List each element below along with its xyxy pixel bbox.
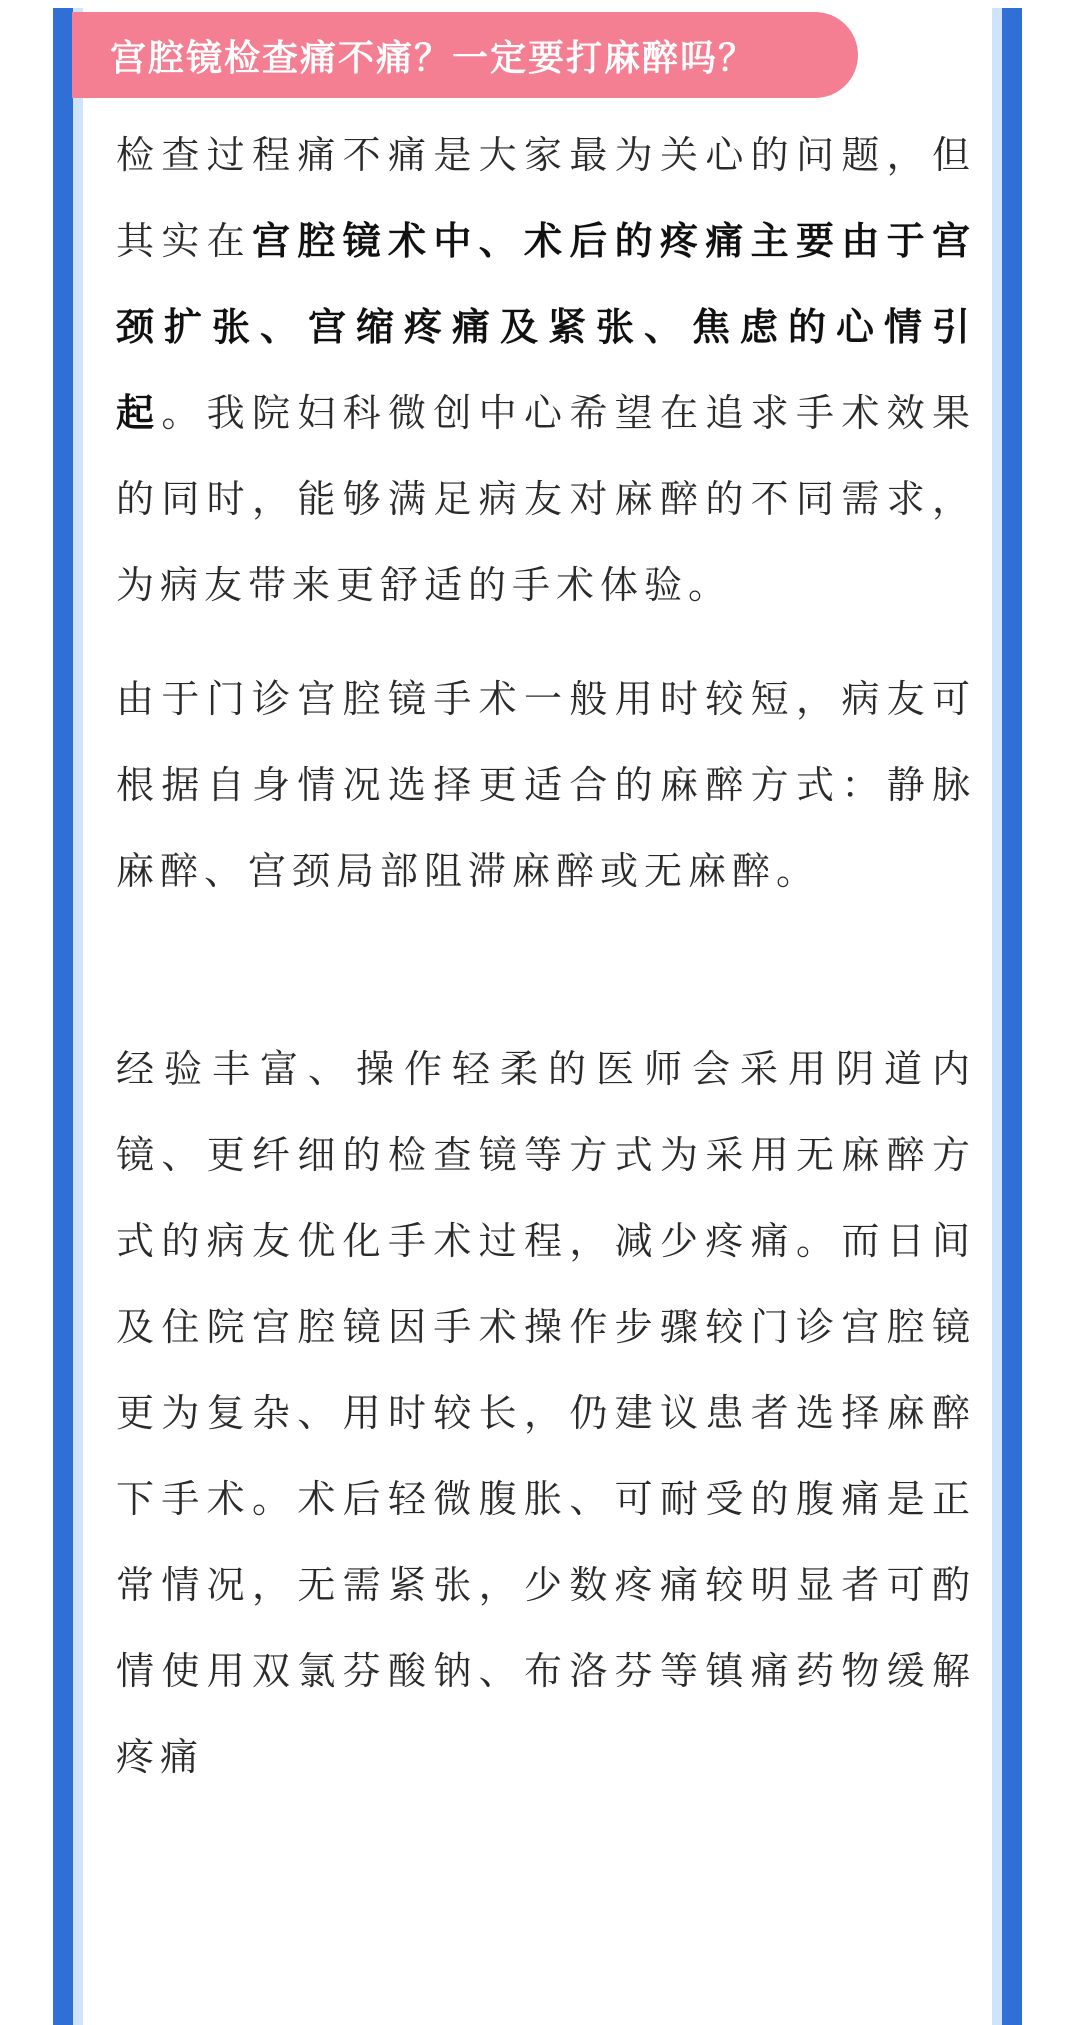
- paragraph-text: 。我院妇科微创中心希望在追求手术效果的同时，能够满足病友对麻醉的不同需求，为病友带来更舒适的手术体验。: [116, 391, 976, 607]
- article-body: [116, 112, 976, 1800]
- emphasized-text: 宫腔镜术中、术后的疼痛主要由于宫颈扩张、宫缩疼痛及紧张、焦虑的心情引起: [116, 219, 976, 435]
- paragraph-anesthesia-options: [116, 656, 976, 914]
- left-border-inner-bar: [73, 8, 83, 2025]
- right-border-bar: [1002, 8, 1022, 2025]
- paragraph-text: 经验丰富、操作轻柔的医师会采用阴道内镜、更纤细的检查镜等方式为采用无麻醉方式的病友优化手术过程，减少疼痛。而日间及住院宫腔镜因手术操作步骤较门诊宫腔镜更为复杂、用时较长，仍建议患者选择麻醉下手术。术后轻微腹胀、可耐受的腹痛是正常情况，无需紧张，少数疼痛较明显者可酌情使用双氯芬酸钠、布洛芬等镇痛药物缓解疼痛: [116, 1047, 976, 1779]
- left-border-bar: [53, 8, 73, 2025]
- paragraph-text: 由于门诊宫腔镜手术一般用时较短，病友可根据自身情况选择更适合的麻醉方式：静脉麻醉、宫颈局部阻滞麻醉或无麻醉。: [116, 677, 976, 893]
- paragraph-doctor-methods: [116, 1026, 976, 1800]
- right-border-inner-bar: [992, 8, 1002, 2025]
- paragraph-text: 检查过程痛不痛是大家最为关心的问题，但其实在: [116, 133, 976, 263]
- section-heading-banner: [72, 12, 858, 98]
- paragraph-pain-concern: [116, 112, 976, 628]
- section-heading: 宫腔镜检查痛不痛？一定要打麻醉吗？: [110, 37, 757, 79]
